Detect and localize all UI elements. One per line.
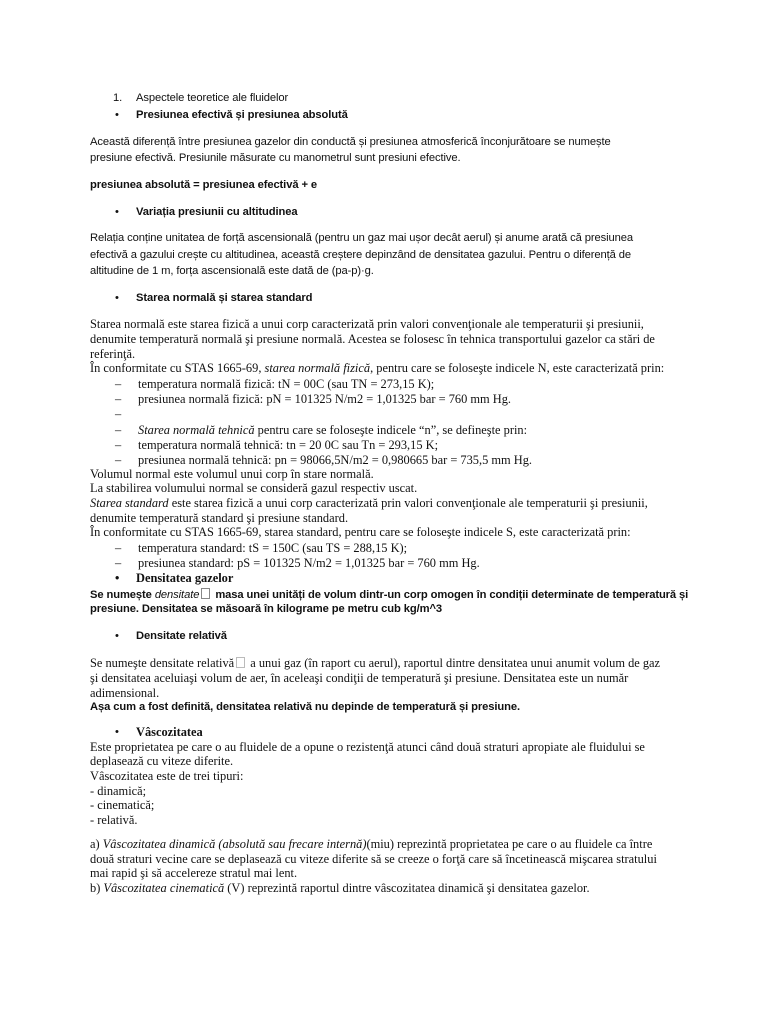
list-item: - dinamică; bbox=[90, 784, 147, 798]
list-item: presiunea normală tehnică: pn = 98066,5N/m2 = 0,980665 bar = 735,5 mm Hg. bbox=[138, 453, 532, 467]
dash-marker: – bbox=[115, 377, 122, 391]
paragraph-line: Vâscozitatea este de trei tipuri: bbox=[90, 769, 244, 783]
list-item: - cinematică; bbox=[90, 798, 155, 812]
paragraph-line bbox=[90, 362, 664, 374]
paragraph-line bbox=[90, 657, 660, 669]
dash-marker: – bbox=[115, 392, 122, 406]
text-run: b) bbox=[90, 881, 104, 895]
text-run: În conformitate cu STAS 1665-69, bbox=[90, 361, 265, 375]
paragraph-line: denumite temperatură normală şi presiune normală. Acestea se folosesc în tehnica transportului gazelor ca stări de bbox=[90, 332, 655, 346]
paragraph-line: Starea normală este starea fizică a unui corp caracterizată prin valori convenţionale ale temperaturii şi presiunii, bbox=[90, 317, 644, 331]
text-run-italic: Starea normală tehnică bbox=[138, 423, 255, 437]
section-title: Aspectele teoretice ale fluidelor bbox=[136, 92, 289, 104]
dash-marker: – bbox=[115, 407, 122, 421]
paragraph-line: În conformitate cu STAS 1665-69, starea standard, pentru care se foloseşte indicele S, este caracterizată prin: bbox=[90, 525, 631, 539]
text-run-italic: densitate bbox=[154, 589, 200, 601]
dash-marker: – bbox=[115, 541, 122, 555]
subsection-heading: Densitatea gazelor bbox=[136, 571, 234, 585]
text-run: (miu) reprezintă proprietatea pe care o au fluidele ca între bbox=[366, 837, 653, 851]
list-item: presiunea normală fizică: pN = 101325 N/m2 = 1,01325 bar = 760 mm Hg. bbox=[138, 392, 511, 406]
paragraph-line: referinţă. bbox=[90, 347, 136, 361]
paragraph-line bbox=[90, 588, 688, 601]
formula-line: presiunea absolută = presiunea efectivă + e bbox=[90, 179, 318, 191]
list-item: presiunea standard: pS = 101325 N/m2 = 1,01325 bar = 760 mm Hg. bbox=[138, 556, 480, 570]
list-item: temperatura standard: tS = 150C (sau TS = 288,15 K); bbox=[138, 541, 408, 555]
bullet: • bbox=[115, 292, 119, 304]
paragraph-line: şi densitatea aceluiaşi volum de aer, în aceleaşi condiţii de temperatură şi presiune. Densitatea este un număr bbox=[90, 671, 629, 685]
text-run-italic: Starea standard bbox=[90, 496, 169, 510]
dash-marker: – bbox=[115, 556, 122, 570]
text-run-italic: Vâscozitatea cinematică bbox=[103, 881, 225, 895]
paragraph-line: denumite temperatură standard şi presiune standard. bbox=[90, 511, 349, 525]
text-run-italic: starea normală fizică bbox=[264, 361, 371, 375]
paragraph-line: presiune efectivă. Presiunile măsurate cu manometrul sunt presiuni efective. bbox=[90, 152, 461, 164]
paragraph-line: adimensional. bbox=[90, 686, 160, 700]
text-run: masa unei unități de volum dintr-un corp omogen în condiții determinate de temperatură și bbox=[212, 589, 689, 601]
list-number: 1. bbox=[113, 92, 123, 104]
subsection-heading: Densitate relativă bbox=[136, 630, 227, 642]
bullet: • bbox=[115, 726, 119, 738]
subsection-heading: Variația presiunii cu altitudinea bbox=[136, 206, 298, 218]
list-item: temperatura normală tehnică: tn = 20 0C sau Tn = 293,15 K; bbox=[138, 438, 439, 452]
paragraph-line: La stabilirea volumului normal se consideră gazul respectiv uscat. bbox=[90, 481, 418, 495]
list-item: - relativă. bbox=[90, 813, 138, 827]
bullet: • bbox=[115, 630, 119, 642]
list-item bbox=[138, 424, 527, 436]
paragraph-line bbox=[90, 882, 590, 894]
bullet: • bbox=[115, 206, 119, 218]
paragraph-line bbox=[90, 497, 648, 509]
paragraph-line: Relația conține unitatea de forță ascensională (pentru un gaz mai ușor decât aerul) și anume arată că presiunea bbox=[90, 232, 634, 244]
text-run: (V) reprezintă raportul dintre vâscozitatea dinamică şi densitatea gazelor. bbox=[224, 881, 590, 895]
paragraph-line: presiune. Densitatea se măsoară în kilograme pe metru cub kg/m^3 bbox=[90, 603, 443, 615]
paragraph-line: deplasează cu viteze diferite. bbox=[90, 754, 234, 768]
subsection-heading: Vâscozitatea bbox=[136, 725, 203, 739]
subsection-heading: Starea normală și starea standard bbox=[136, 292, 313, 304]
paragraph-line bbox=[90, 838, 652, 850]
text-run: , pentru care se foloseşte indicele N, este caracterizată prin: bbox=[370, 361, 665, 375]
paragraph-line: mai rapid şi să accelereze stratul mai lent. bbox=[90, 866, 298, 880]
paragraph-line: efectivă a gazului crește cu altitudinea, această creștere depinzând de densitatea gazului. Pentru o diferență de bbox=[90, 249, 631, 261]
dash-marker: – bbox=[115, 438, 122, 452]
subsection-heading: Presiunea efectivă și presiunea absolută bbox=[136, 109, 348, 121]
paragraph-line: Așa cum a fost definită, densitatea relativă nu depinde de temperatură și presiune. bbox=[90, 701, 521, 713]
bullet: • bbox=[115, 571, 120, 585]
paragraph-line: Această diferență între presiunea gazelor din conductă și presiunea atmosferică înconjurătoare se numește bbox=[90, 136, 611, 148]
text-run: a) bbox=[90, 837, 103, 851]
dash-marker: – bbox=[115, 423, 122, 437]
missing-glyph-icon bbox=[201, 588, 210, 599]
text-run: Se numeşte densitate relativă bbox=[90, 656, 235, 670]
missing-glyph-icon bbox=[236, 657, 245, 668]
list-item: temperatura normală fizică: tN = 00C (sau TN = 273,15 K); bbox=[138, 377, 435, 391]
paragraph-line: altitudine de 1 m, forța ascensională este dată de (pa-p)·g. bbox=[90, 265, 374, 277]
text-run: a unui gaz (în raport cu aerul), raportul dintre densitatea unui anumit volum de gaz bbox=[247, 656, 661, 670]
paragraph-line: Este proprietatea pe care o au fluidele de a opune o rezistenţă atunci când două straturi apropiate ale fluidului se bbox=[90, 740, 645, 754]
text-run: este starea fizică a unui corp caracterizată prin valori convenţionale ale temperaturii şi presiunii, bbox=[168, 496, 648, 510]
text-run: pentru care se foloseşte indicele “n”, se defineşte prin: bbox=[254, 423, 528, 437]
dash-marker: – bbox=[115, 453, 122, 467]
paragraph-line: Volumul normal este volumul unui corp în stare normală. bbox=[90, 467, 374, 481]
text-run-italic: Vâscozitatea dinamică (absolută sau frecare internă) bbox=[102, 837, 367, 851]
paragraph-line: două straturi vecine care se deplasează cu viteze diferite să se creeze o forţă care să încetinească mişcarea stratului bbox=[90, 852, 657, 866]
text-run: Se numește bbox=[90, 589, 155, 601]
bullet: • bbox=[115, 109, 119, 121]
